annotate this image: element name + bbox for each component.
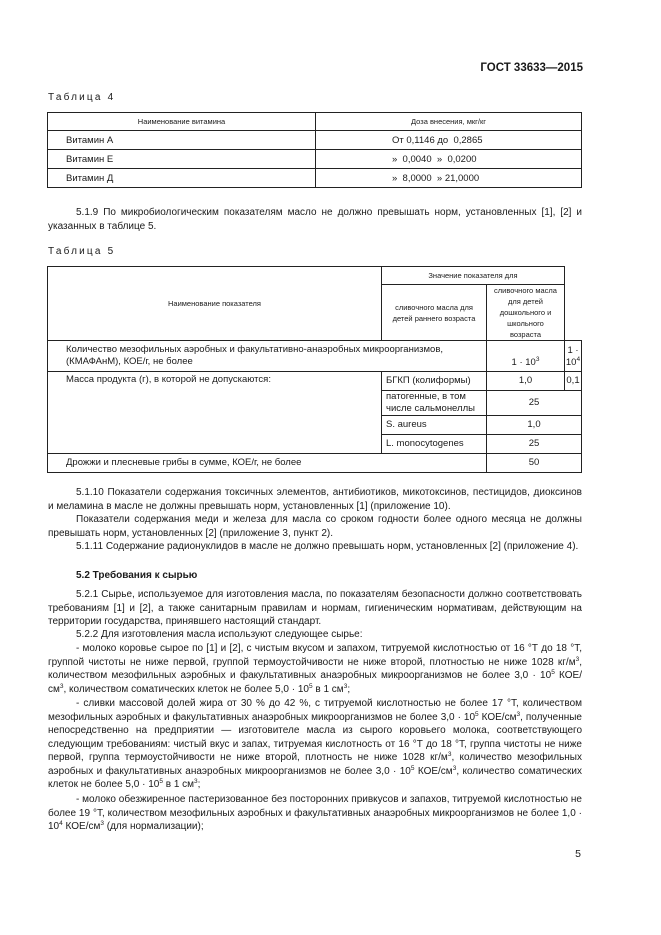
superscript: 5 [308,682,313,690]
table-row [48,341,582,372]
row-listeria-name: L. monocytogenes [382,435,487,454]
vitamin-table [47,112,582,188]
value-base: 1 · 10 [511,357,536,368]
paragraph-5-1-9: 5.1.9 По микробиологическим показателям масло не должно превышать норм, установленных [1], [2] и указанных в таблице 5. [48,207,582,232]
text: - сливки массовой долей жира от 30 % до 42 %, с титруемой кислотностью не более 17 °Т, количеством мезофильных аэробных и факультативных анаэробных микроорганизмов не более 3,0 · 10 [48,698,582,723]
vitamin-dose: » 0,0040 » 0,0200 [316,150,582,169]
text: в 1 см [312,683,344,695]
paragraph-5-2-1: 5.2.1 Сырье, используемое для изготовления масла, по показателям безопасности должно соответствовать требованиям [1] и [2], а также санитарным правилам и нормам, гигиеническим нормативам, действующим на территории государства, принявшего настоящий стандарт. [48,589,582,627]
text: - молоко обезжиренное пастеризованное без посторонних привкусов и запахов, титруемой кислотностью не более 19 °Т, количеством мезофильных аэробных и факультативных анаэробных микроорганизмов не более 1,0 · 10 [48,794,582,832]
superscript: 4 [59,820,63,827]
row-bgkp-value2: 0,1 [565,372,582,391]
row-listeria-value: 25 [487,435,582,454]
paragraph-5-1-11: 5.1.11 Содержание радионуклидов в масле не должно превышать норм, установленных [2] (приложение 4). [76,541,579,552]
text: , полученные непосредственно на предприятии — изготовителе масла из сырого коровьего молока, соответствующего следующим требованиям: чистый вкус и запах, титруемая кислотность от 16 °Т до 18 °Т, группа чистоты не ниже первой, группа термоустойчивости не ниже второй, плотность не ниже 1028 кг/м [48,711,582,763]
mass-label: Масса продукта (г), в которой не допускаются: [48,372,382,454]
text: (для нормализации); [103,821,204,832]
superscript: 3 [447,751,452,758]
row-bgkp-name: БГКП (колиформы) [382,372,487,391]
table5-header-name: Наименование показателя [48,267,382,341]
superscript: 5 [410,764,415,772]
vitamin-name: Витамин Е [48,150,316,169]
paragraph-5-2-2: 5.2.2 Для изготовления масла используют следующее сырье: [76,629,363,640]
text: КОЕ/см [48,670,582,695]
table5-header-col1: сливочного масла для детей раннего возраста [382,285,487,341]
text: , количеством соматических клеток не более 5,0 · 10 [63,683,309,695]
superscript: 5 [551,669,555,676]
row-mesophil-name: Количество мезофильных аэробных и факультативно-анаэробных микроорганизмов, (КМАФАнМ), КОЕ/г, не более [48,341,487,372]
paragraph-5-1-10-copper: Показатели содержания меди и железа для масла со сроком годности более одного месяца не должны превышать норм, установленных [2] (приложение 3, пункт 2). [48,514,582,539]
text: , количество мезофильных аэробных и факультативных анаэробных микроорганизмов не более 3,0 · 10 [48,752,582,777]
paragraph-5-1-10: 5.1.10 Показатели содержания токсичных элементов, антибиотиков, микотоксинов, пестицидов, диоксинов и меламина в масле не должны превышать норм, установленных [1] (приложение 10). [48,487,582,512]
table-row [48,169,582,188]
row-pathogens-value: 25 [487,391,582,416]
text: ; [197,779,201,790]
vitamin-name: Витамин Д [48,169,316,188]
table5-header-group: Значение показателя для [382,267,565,285]
vitamin-dose: » 8,0000 » 21,0000 [316,169,582,188]
row-saureus-name: S. aureus [382,416,487,435]
row-mesophil-value2 [565,341,582,372]
value-base: 1 · 10 [565,345,579,368]
vitamin-dose: От 0,1146 до 0,2865 [316,131,582,150]
text: КОЕ/см [414,765,453,777]
vitamin-name: Витамин А [48,131,316,150]
text: , количество соматических клеток не более 5,0 · 10 [48,765,583,790]
text: КОЕ/см [478,711,517,723]
superscript: 3 [194,778,198,785]
superscript: 3 [343,682,348,690]
row-saureus-value: 1,0 [487,416,582,435]
text: в 1 см [162,779,195,790]
table4-header-name: Наименование витамина [48,113,316,131]
page-number: 5 [575,848,581,860]
table5-header-col2: сливочного масла для детей дошкольного и школьного возраста [487,285,565,341]
table-row [48,150,582,169]
superscript: 3 [452,764,457,772]
row-mesophil-value1 [487,341,565,372]
microbiology-table [47,266,582,473]
table4-caption: Таблица 4 [48,92,116,103]
text: ; [347,683,351,695]
section-heading-5-2: 5.2 Требования к сырью [76,570,198,581]
value-exponent: 4 [576,356,581,363]
superscript: 3 [516,710,521,718]
paragraph-cream [48,697,582,792]
superscript: 5 [159,778,163,785]
superscript: 3 [575,655,580,663]
row-yeast-value: 50 [487,454,582,473]
paragraph-skim-milk [48,793,582,834]
superscript: 5 [475,710,479,718]
text: КОЕ/см [62,821,101,832]
table-row [48,372,582,391]
superscript: 3 [100,820,104,827]
row-yeast-name: Дрожжи и плесневые грибы в сумме, КОЕ/г, не более [48,454,487,473]
paragraph-raw-milk [48,642,582,696]
document-code: ГОСТ 33633—2015 [480,62,583,74]
table5-caption: Таблица 5 [48,246,116,257]
table4-header-dose: Доза внесения, мкг/кг [316,113,582,131]
text: , количеством мезофильных аэробных и факультативных анаэробных микроорганизмов не более 3,0 · 10 [48,656,582,681]
table-row [48,131,582,150]
superscript: 3 [59,682,64,690]
row-bgkp-value1: 1,0 [487,372,565,391]
table-row [48,454,582,473]
text: - молоко коровье сырое по [1] и [2], с чистым вкусом и запахом, титруемой кислотностью от 16 °Т до 18 °Т, группой чистоты не ниже первой, группой термоустойчивости не ниже второй, плотностью не ниже 1028 кг/м [48,643,582,668]
row-pathogens-name: патогенные, в том числе сальмонеллы [382,391,487,416]
value-exponent: 3 [535,356,540,363]
